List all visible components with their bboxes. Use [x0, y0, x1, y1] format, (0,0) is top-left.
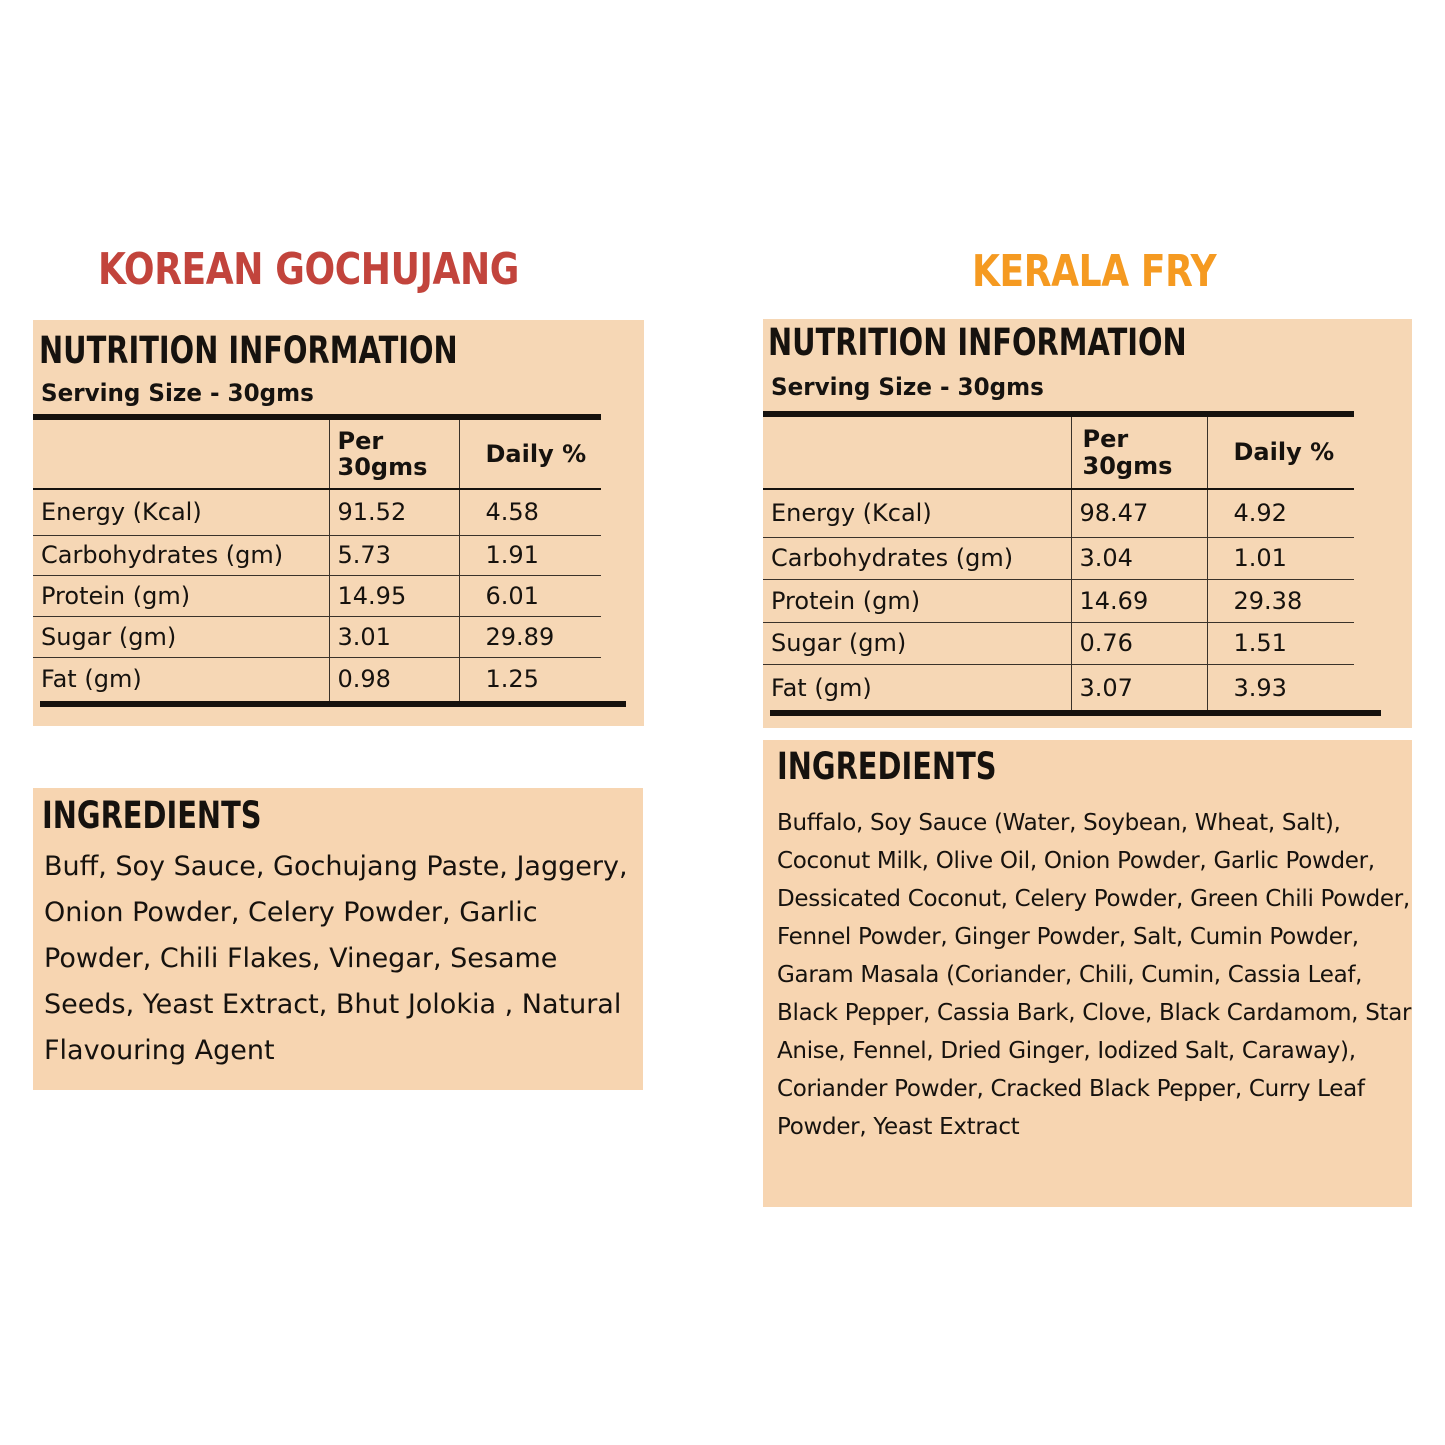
nutrition-panel-korean-gochujang — [33, 320, 644, 726]
nutrient-label: Sugar (gm) — [33, 616, 329, 657]
table-row — [763, 622, 1354, 664]
daily-percent-value: 29.38 — [1207, 579, 1354, 622]
per-serving-value: 14.69 — [1071, 579, 1207, 622]
per-serving-value: 14.95 — [329, 575, 459, 616]
nutrient-label: Carbohydrates (gm) — [33, 535, 329, 575]
ingredients-heading: INGREDIENTS — [777, 745, 997, 788]
nutrient-label: Energy (Kcal) — [33, 489, 329, 535]
nutrition-panel-kerala-fry — [763, 319, 1412, 728]
table-row — [33, 616, 601, 657]
daily-percent-value: 1.51 — [1207, 622, 1354, 664]
header-per-serving: Per 30gms — [329, 417, 459, 489]
nutrition-table — [763, 411, 1354, 712]
per-serving-value: 0.76 — [1071, 622, 1207, 664]
header-nutrient — [763, 414, 1071, 489]
table-row — [763, 489, 1354, 537]
daily-percent-value: 1.25 — [459, 657, 601, 701]
header-per-serving: Per 30gms — [1071, 414, 1207, 489]
per-serving-value: 3.04 — [1071, 537, 1207, 579]
table-row — [33, 535, 601, 575]
nutrition-heading: NUTRITION INFORMATION — [39, 329, 458, 372]
per-serving-value: 5.73 — [329, 535, 459, 575]
per-serving-value: 0.98 — [329, 657, 459, 701]
per-serving-value: 3.01 — [329, 616, 459, 657]
daily-percent-value: 4.58 — [459, 489, 601, 535]
ingredients-heading: INGREDIENTS — [42, 794, 262, 837]
daily-percent-value: 1.01 — [1207, 537, 1354, 579]
table-row — [33, 575, 601, 616]
nutrient-label: Sugar (gm) — [763, 622, 1071, 664]
nutrition-table — [33, 414, 601, 701]
ingredients-panel-korean-gochujang — [33, 788, 643, 1090]
daily-percent-value: 6.01 — [459, 575, 601, 616]
nutrient-label: Energy (Kcal) — [763, 489, 1071, 537]
per-serving-value: 3.07 — [1071, 664, 1207, 712]
product-title-kerala-fry: KERALA FRY — [972, 246, 1217, 297]
nutrient-label: Carbohydrates (gm) — [763, 537, 1071, 579]
table-row — [763, 664, 1354, 712]
serving-size: Serving Size - 30gms — [771, 373, 1044, 401]
ingredients-list: Buff, Soy Sauce, Gochujang Paste, Jaggery, Onion Powder, Celery Powder, Garlic Powder, Chili Flakes, Vinegar, Sesame Seeds, Yeast Extract, Bhut Jolokia , Natural Flavouring Agent — [44, 851, 628, 1066]
daily-percent-value: 3.93 — [1207, 664, 1354, 712]
daily-percent-value: 4.92 — [1207, 489, 1354, 537]
table-row — [763, 579, 1354, 622]
table-row — [33, 489, 601, 535]
nutrient-label: Protein (gm) — [763, 579, 1071, 622]
table-bottom-rule — [40, 701, 626, 707]
nutrition-heading: NUTRITION INFORMATION — [768, 321, 1187, 364]
header-daily-percent: Daily % — [1207, 414, 1354, 489]
per-serving-value: 98.47 — [1071, 489, 1207, 537]
product-title-korean-gochujang: KOREAN GOCHUJANG — [98, 244, 519, 295]
header-daily-percent: Daily % — [459, 417, 601, 489]
table-row — [763, 537, 1354, 579]
ingredients-list: Buffalo, Soy Sauce (Water, Soybean, Wheat, Salt), Coconut Milk, Olive Oil, Onion Powder, Garlic Powder, Dessicated Coconut, Celery Powder, Green Chili Powder, Fennel Powder, Ginger Powder, Salt, Cumin Powder, Garam Masala (Coriander, Chili, Cumin, Cassia Leaf, Black Pepper, Cassia Bark, Clove, Black Cardamom, Star Anise, Fennel, Dried Ginger, Iodized Salt, Caraway), Coriander Powder, Cracked Black Pepper, Curry Leaf Powder, Yeast Extract — [777, 810, 1412, 1140]
daily-percent-value: 1.91 — [459, 535, 601, 575]
nutrient-label: Fat (gm) — [771, 674, 872, 703]
nutrient-label: Fat (gm) — [41, 665, 142, 694]
serving-size: Serving Size - 30gms — [41, 379, 314, 407]
nutrient-label: Protein (gm) — [33, 575, 329, 616]
daily-percent-value: 29.89 — [459, 616, 601, 657]
ingredients-panel-kerala-fry — [763, 740, 1412, 1207]
table-row — [33, 657, 601, 701]
header-nutrient — [33, 417, 329, 489]
per-serving-value: 91.52 — [329, 489, 459, 535]
table-bottom-rule — [770, 710, 1381, 716]
